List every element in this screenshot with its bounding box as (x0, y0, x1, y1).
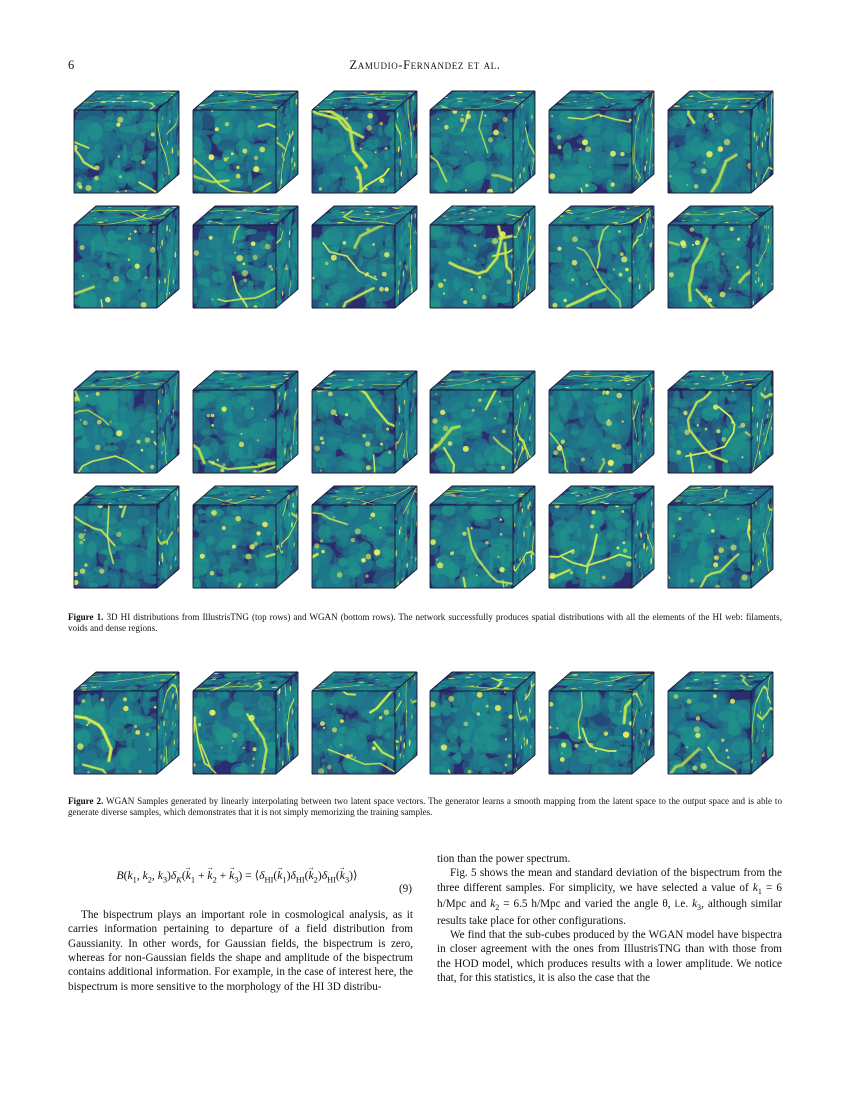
body-column-left (68, 908, 413, 994)
figure2-panel-cube (548, 671, 660, 783)
figure2-panel-cell (426, 668, 545, 786)
right-paragraph-0: tion than the power spectrum. (437, 853, 571, 865)
figure1-panel-cell (663, 88, 782, 203)
figure1-panel-cube (667, 90, 779, 202)
equation-9 (62, 868, 412, 895)
figure1-panel-cube (192, 370, 304, 482)
figure1-panel-cell (426, 483, 545, 598)
figure2-label: Figure 2. (68, 796, 104, 806)
figure1-panel-cube (311, 485, 423, 597)
figure1-panel-cube (73, 370, 185, 482)
figure1-panel-cell (70, 88, 189, 203)
figure1-panel-cell (426, 368, 545, 483)
figure1-panel-cube (429, 370, 541, 482)
figure2-panel-cube (667, 671, 779, 783)
figure1-panel-cell (70, 203, 189, 318)
figure1-panel-cube (548, 90, 660, 202)
rp1-mid2: = 6.5 h/Mpc and varied the angle θ, i.e. (499, 898, 693, 911)
figure2-panel-cube (429, 671, 541, 783)
figure1-bottom-panels (70, 368, 782, 598)
rp1-end: , although similar results take place for other configurations. (437, 898, 782, 927)
figure1-panel-cube (548, 205, 660, 317)
figure1-panel-cell (663, 368, 782, 483)
figure1-panel-cell (189, 88, 308, 203)
figure1-panel-cell (545, 368, 664, 483)
right-paragraph-1: Fig. 5 shows the mean and standard deviation of the bispectrum from the three different samples. For simplicity, we have selected a value of $k_1 = 6$ h/Mpc and $k_2 = 6.5$ h/Mpc and varied the angle θ, i.e. $k_3$, although similar results take place for other configurations. (437, 867, 782, 927)
left-paragraph-1: The bispectrum plays an important role in cosmological analysis, as it carries information pertaining to departure of a field distribution from Gaussianity. In other words, for Gaussian fields, the bispectrum is zero, whereas for non-Gaussian fields the shape and amplitude of the bispectrum contains additional information. For example, in the case of interest here, the bispectrum is more sensitive to the morphology of the HI 3D distribu- (68, 909, 413, 993)
rp1-k2: k (490, 898, 496, 911)
figure2-panel-cell (545, 668, 664, 786)
figure2-panels (70, 668, 782, 786)
figure2-caption (68, 796, 782, 819)
figure2-panel-cell (307, 668, 426, 786)
figure1-panel-cell (307, 88, 426, 203)
figure2-caption-text: WGAN Samples generated by linearly interpolating between two latent space vectors. The generator learns a smooth mapping from the latent space to the output space and is able to generate diverse samples, which demonstrates that it is not simply memorizing the training samples. (68, 796, 782, 818)
right-paragraph-2: We find that the sub-cubes produced by the WGAN model have bispectra in closer agreement with the ones from IllustrisTNG than with those from the HOD model, which produces results with a lower amplitude. We notice that, for this statistics, it is also the case that the (437, 929, 782, 985)
figure2-panel-cell (663, 668, 782, 786)
body-column-right (437, 852, 782, 985)
figure2-panel-cell (189, 668, 308, 786)
figure1-panel-cell (70, 483, 189, 598)
figure1-label: Figure 1. (68, 612, 104, 622)
equation-number: (9) (398, 883, 412, 896)
figure2-panel-cell (70, 668, 189, 786)
figure1-panel-cell (307, 203, 426, 318)
figure2-panel-cube (192, 671, 304, 783)
figure1-panel-cell (545, 483, 664, 598)
figure1-panel-cell (307, 483, 426, 598)
figure1-caption (68, 612, 782, 635)
figure1-panel-cube (192, 90, 304, 202)
figure1-panel-cube (548, 485, 660, 597)
running-title: Zamudio-Fernandez et al. (349, 58, 501, 72)
rp1-mid: = 6 h/Mpc and (437, 881, 782, 911)
figure1-panel-cube (429, 90, 541, 202)
figure1-panel-cube (192, 205, 304, 317)
figure1-panel-cube (311, 370, 423, 482)
figure1-caption-text: 3D HI distributions from IllustrisTNG (top rows) and WGAN (bottom rows). The network successfully produces spatial distributions with all the elements of the HI web: filaments, voids and dense regions. (68, 612, 782, 634)
figure2-panel-cube (311, 671, 423, 783)
figure1-panel-cube (73, 205, 185, 317)
figure1-panel-cube (311, 205, 423, 317)
figure1-panel-cell (545, 203, 664, 318)
figure1-panel-cube (73, 90, 185, 202)
rp1-k1: k (752, 881, 758, 894)
figure1-panel-cell (307, 368, 426, 483)
figure1-panel-cell (545, 88, 664, 203)
figure1-panel-cube (311, 90, 423, 202)
figure1-panel-cube (429, 205, 541, 317)
figure1-panel-cell (663, 203, 782, 318)
figure1-panel-cell (189, 483, 308, 598)
figure1-panel-cube (667, 485, 779, 597)
running-head (68, 58, 782, 76)
figure1-panel-cube (667, 205, 779, 317)
figure1-panel-cube (429, 485, 541, 597)
figure1-panel-cell (70, 368, 189, 483)
figure1-panel-cell (189, 368, 308, 483)
figure1-panel-cube (667, 370, 779, 482)
figure1-panel-cube (192, 485, 304, 597)
figure1-panel-cell (663, 483, 782, 598)
page-number: 6 (68, 58, 75, 72)
figure1-top-panels (70, 88, 782, 318)
rp1-k3: k (692, 898, 698, 911)
figure1-panel-cell (426, 88, 545, 203)
equation-body: $B(k_1$, $k_2$, $k_3)\delta_K(\to k_1$ + → $k_2$ + → $k_3$) = $⟨\delta_{HI}(\to k_1)\delta_{HI}(\to k_2)\delta_{HI}(\to$ $k_3)⟩$ (116, 869, 357, 882)
figure1-panel-cell (426, 203, 545, 318)
figure1-panel-cube (73, 485, 185, 597)
figure1-panel-cell (189, 203, 308, 318)
figure2-panel-cube (73, 671, 185, 783)
figure1-panel-cube (548, 370, 660, 482)
rp1-pre: Fig. 5 shows the mean and standard deviation of the bispectrum from the three different samples. For simplicity, we have selected a value of (437, 867, 782, 894)
